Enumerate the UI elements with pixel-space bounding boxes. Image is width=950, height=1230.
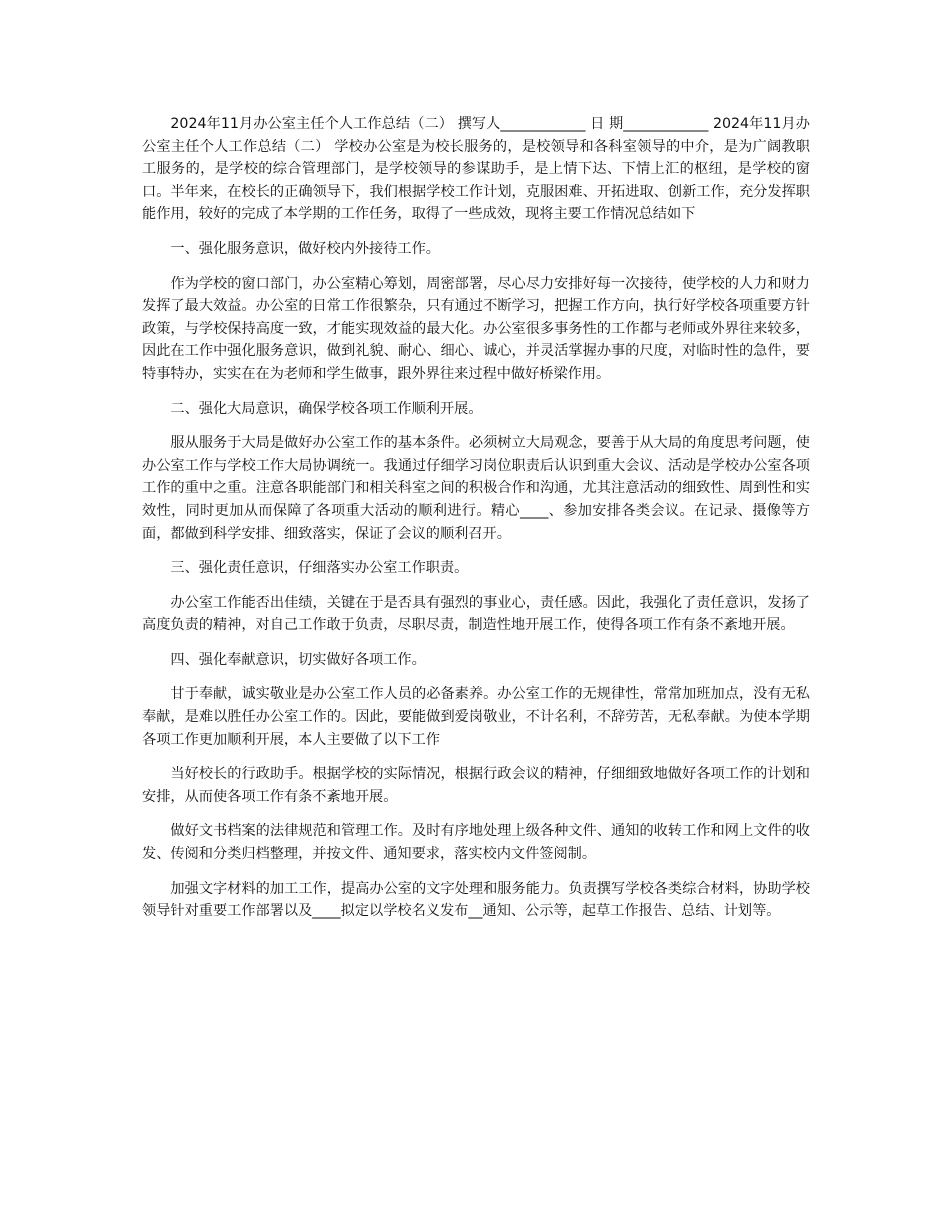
section-heading-3: 三、强化责任意识，仔细落实办公室工作职责。 <box>170 560 469 577</box>
body-paragraph: 当好校长的行政助手。根据学校的实际情况，根据行政会议的精神，仔细细致地做好各项工作的计划和安排，从而使各项工作有条不紊地开展。 <box>142 766 810 805</box>
body-paragraph: 服从服务于大局是做好办公室工作的基本条件。必须树立大局观念，要善于从大局的角度思考问题，使办公室工作与学校工作大局协调统一。我通过仔细学习岗位职责后认识到重大会议、活动是学校办公室各项工作的重中之重。注意各职能部门和相关科室之间的积极合作和沟通，尤其注意活动的细致性、周到性和实效性，同时更加从而保障了各项重大活动的顺利进行。精心____、参加安排各类会议。在记录、摄像等方面，都做到科学安排、细致落实，保证了会议的顺利召开。 <box>142 435 810 542</box>
section-heading-1: 一、强化服务意识，做好校内外接待工作。 <box>170 240 440 257</box>
body-paragraph: 作为学校的窗口部门，办公室精心筹划，周密部署，尽心尽力安排好每一次接待，使学校的人力和财力发挥了最大效益。办公室的日常工作很繁杂，只有通过不断学习，把握工作方向，执行好学校各项重要方针政策，与学校保持高度一致，才能实现效益的最大化。办公室很多事务性的工作都与老师或外界往来较多，因此在工作中强化服务意识，做到礼貌、耐心、细心、诚心，并灵活掌握办事的尺度，对临时性的急件，要特事特办，实实在在为老师和学生做事，跟外界往来过程中做好桥梁作用。 <box>142 275 810 382</box>
intro-paragraph: 2024年11月办公室主任个人工作总结（二） 撰写人____________ 日 期____________ 2024年11月办公室主任个人工作总结（二） 学校办公室是为校长服务的，是校领导和各科室领导的中介，是为广阔教职工服务的，是学校的综合管理部门，是学校领导的参谋助手，是上情下达、下情上汇的枢纽，是学校的窗口。半年来，在校长的正确领导下，我们根据学校工作计划，克服困难、开拓进取、创新工作，充分发挥职能作用，较好的完成了本学期的工作任务，取得了一些成效，现将主要工作情况总结如下 <box>142 116 810 223</box>
section-heading-4: 四、强化奉献意识，切实做好各项工作。 <box>170 651 426 668</box>
document-body <box>142 113 810 935</box>
body-paragraph: 做好文书档案的法律规范和管理工作。及时有序地处理上级各种文件、通知的收转工作和网上文件的收发、传阅和分类归档整理，并按文件、通知要求，落实校内文件签阅制。 <box>142 823 810 863</box>
body-paragraph: 加强文字材料的加工工作，提高办公室的文字处理和服务能力。负责撰写学校各类综合材料，协助学校领导针对重要工作部署以及____拟定以学校名义发布__通知、公示等，起草工作报告、总结、计划等。 <box>142 880 810 920</box>
body-paragraph: 甘于奉献，诚实敬业是办公室工作人员的必备素养。办公室工作的无规律性，常常加班加点，没有无私奉献，是难以胜任办公室工作的。因此，要能做到爱岗敬业，不计名利，不辞劳苦，无私奉献。为使本学期各项工作更加顺利开展，本人主要做了以下工作 <box>142 686 810 748</box>
body-paragraph: 办公室工作能否出佳绩，关键在于是否具有强烈的事业心，责任感。因此，我强化了责任意识，发扬了高度负责的精神，对自己工作敢于负责，尽职尽责，制造性地开展工作，使得各项工作有条不紊地开展。 <box>142 594 810 634</box>
section-heading-2: 二、强化大局意识，确保学校各项工作顺利开展。 <box>170 400 483 417</box>
